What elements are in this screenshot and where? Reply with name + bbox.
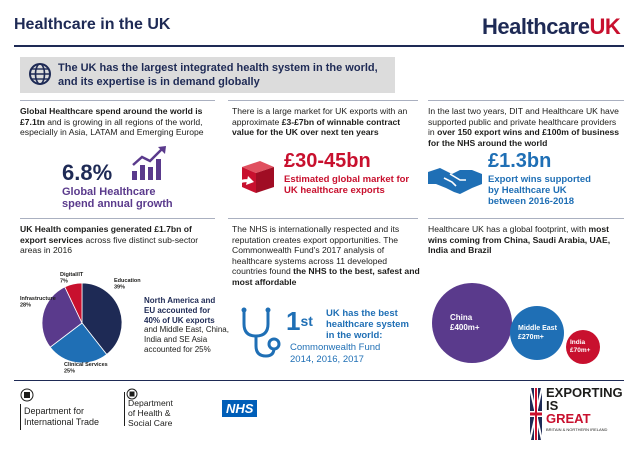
divider (228, 100, 418, 101)
divider (428, 218, 624, 219)
divider (428, 100, 624, 101)
bar-chart-growth-icon (130, 145, 168, 181)
dit-logo: Department for International Trade (24, 406, 100, 427)
bubble-middle-east: Middle East £270m+ (510, 306, 564, 360)
handshake-icon (426, 162, 484, 196)
divider (20, 100, 215, 101)
bubble-india: India £70m+ (566, 330, 600, 364)
page-title: Healthcare in the UK (14, 16, 171, 33)
union-flag-icon (530, 388, 542, 440)
panel4-text: UK Health companies generated £1.7bn of export services across five distinct sub-sector areas in 2016 (20, 224, 199, 256)
exporting-is-great-tagline: BRITAIN & NORTHERN IRELAND (546, 427, 608, 432)
panel2-stat-label: Estimated global market for UK healthcare exports (284, 174, 410, 196)
divider (20, 218, 215, 219)
pie-label-infrastructure: Infrastructure 28% (20, 296, 56, 309)
panel3-text: In the last two years, DIT and Healthcare UK have supported public and private healthcare providers in over 150 export wins and £100m of business for the NHS around the world (428, 106, 620, 148)
banner-text: The UK has the largest integrated health system in the world, and its expertise is in demand globally (58, 62, 378, 88)
header-rule (14, 45, 624, 47)
panel4-side-text: North America and EU accounted for 40% of UK exports and Middle East, China, India and SE Asia accounted for 25% (144, 296, 229, 354)
panel6-text: Healthcare UK has a global footprint, with most wins coming from China, Saudi Arabia, UAE, India and Brazil (428, 224, 611, 256)
panel1-stat-label: Global Healthcare spend annual growth (62, 186, 173, 210)
exporting-is-great-logo: EXPORTING IS GREAT (546, 385, 623, 426)
pie-label-clinical-services: Clinical Services 25% (64, 362, 108, 374)
panel3-stat: £1.3bn (488, 150, 552, 172)
dit-bar (20, 404, 21, 430)
panel5-text: The NHS is internationally respected and its reputation creates export opportunities. The Commonwealth Fund's 2017 analysis of healthcare systems across 11 developed countries found the NHS to the best, safest and most affordable (232, 224, 420, 287)
rank-source: Commonwealth Fund 2014, 2016, 2017 (290, 342, 381, 365)
pie-chart (18, 268, 143, 374)
panel2-text: There is a large market for UK exports with an approximate £3-£7bn of winnable contract value for the UK over next ten years (232, 106, 408, 138)
nhs-logo: NHS (222, 400, 257, 417)
dh-logo: Department of Health & Social Care (128, 398, 173, 428)
panel2-stat: £30-45bn (284, 150, 371, 172)
healthcare-uk-logo: HealthcareUK (482, 14, 621, 39)
crest-icon (20, 388, 34, 402)
pie-label-digital-it: Digital/IT 7% (60, 272, 84, 285)
panel1-text: Global Healthcare spend around the world is £7.1tn and is growing in all regions of the world, especially in Asia, LATAM and Emerging Europe (20, 106, 204, 138)
export-box-icon (232, 157, 276, 195)
divider (228, 218, 418, 219)
dh-bar (124, 392, 125, 426)
rank-number: 1st (286, 306, 313, 336)
rank-label: UK has the best healthcare system in the world: (326, 308, 409, 341)
panel1-stat: 6.8% (62, 160, 113, 185)
globe-icon (28, 62, 52, 86)
pie-label-education: Education 39% (114, 278, 141, 291)
panel3-stat-label: Export wins supported by Healthcare UK between 2016-2018 (488, 174, 591, 207)
bubble-china: China £400m+ (432, 283, 512, 363)
footer-rule (14, 380, 624, 381)
stethoscope-icon (236, 306, 282, 360)
